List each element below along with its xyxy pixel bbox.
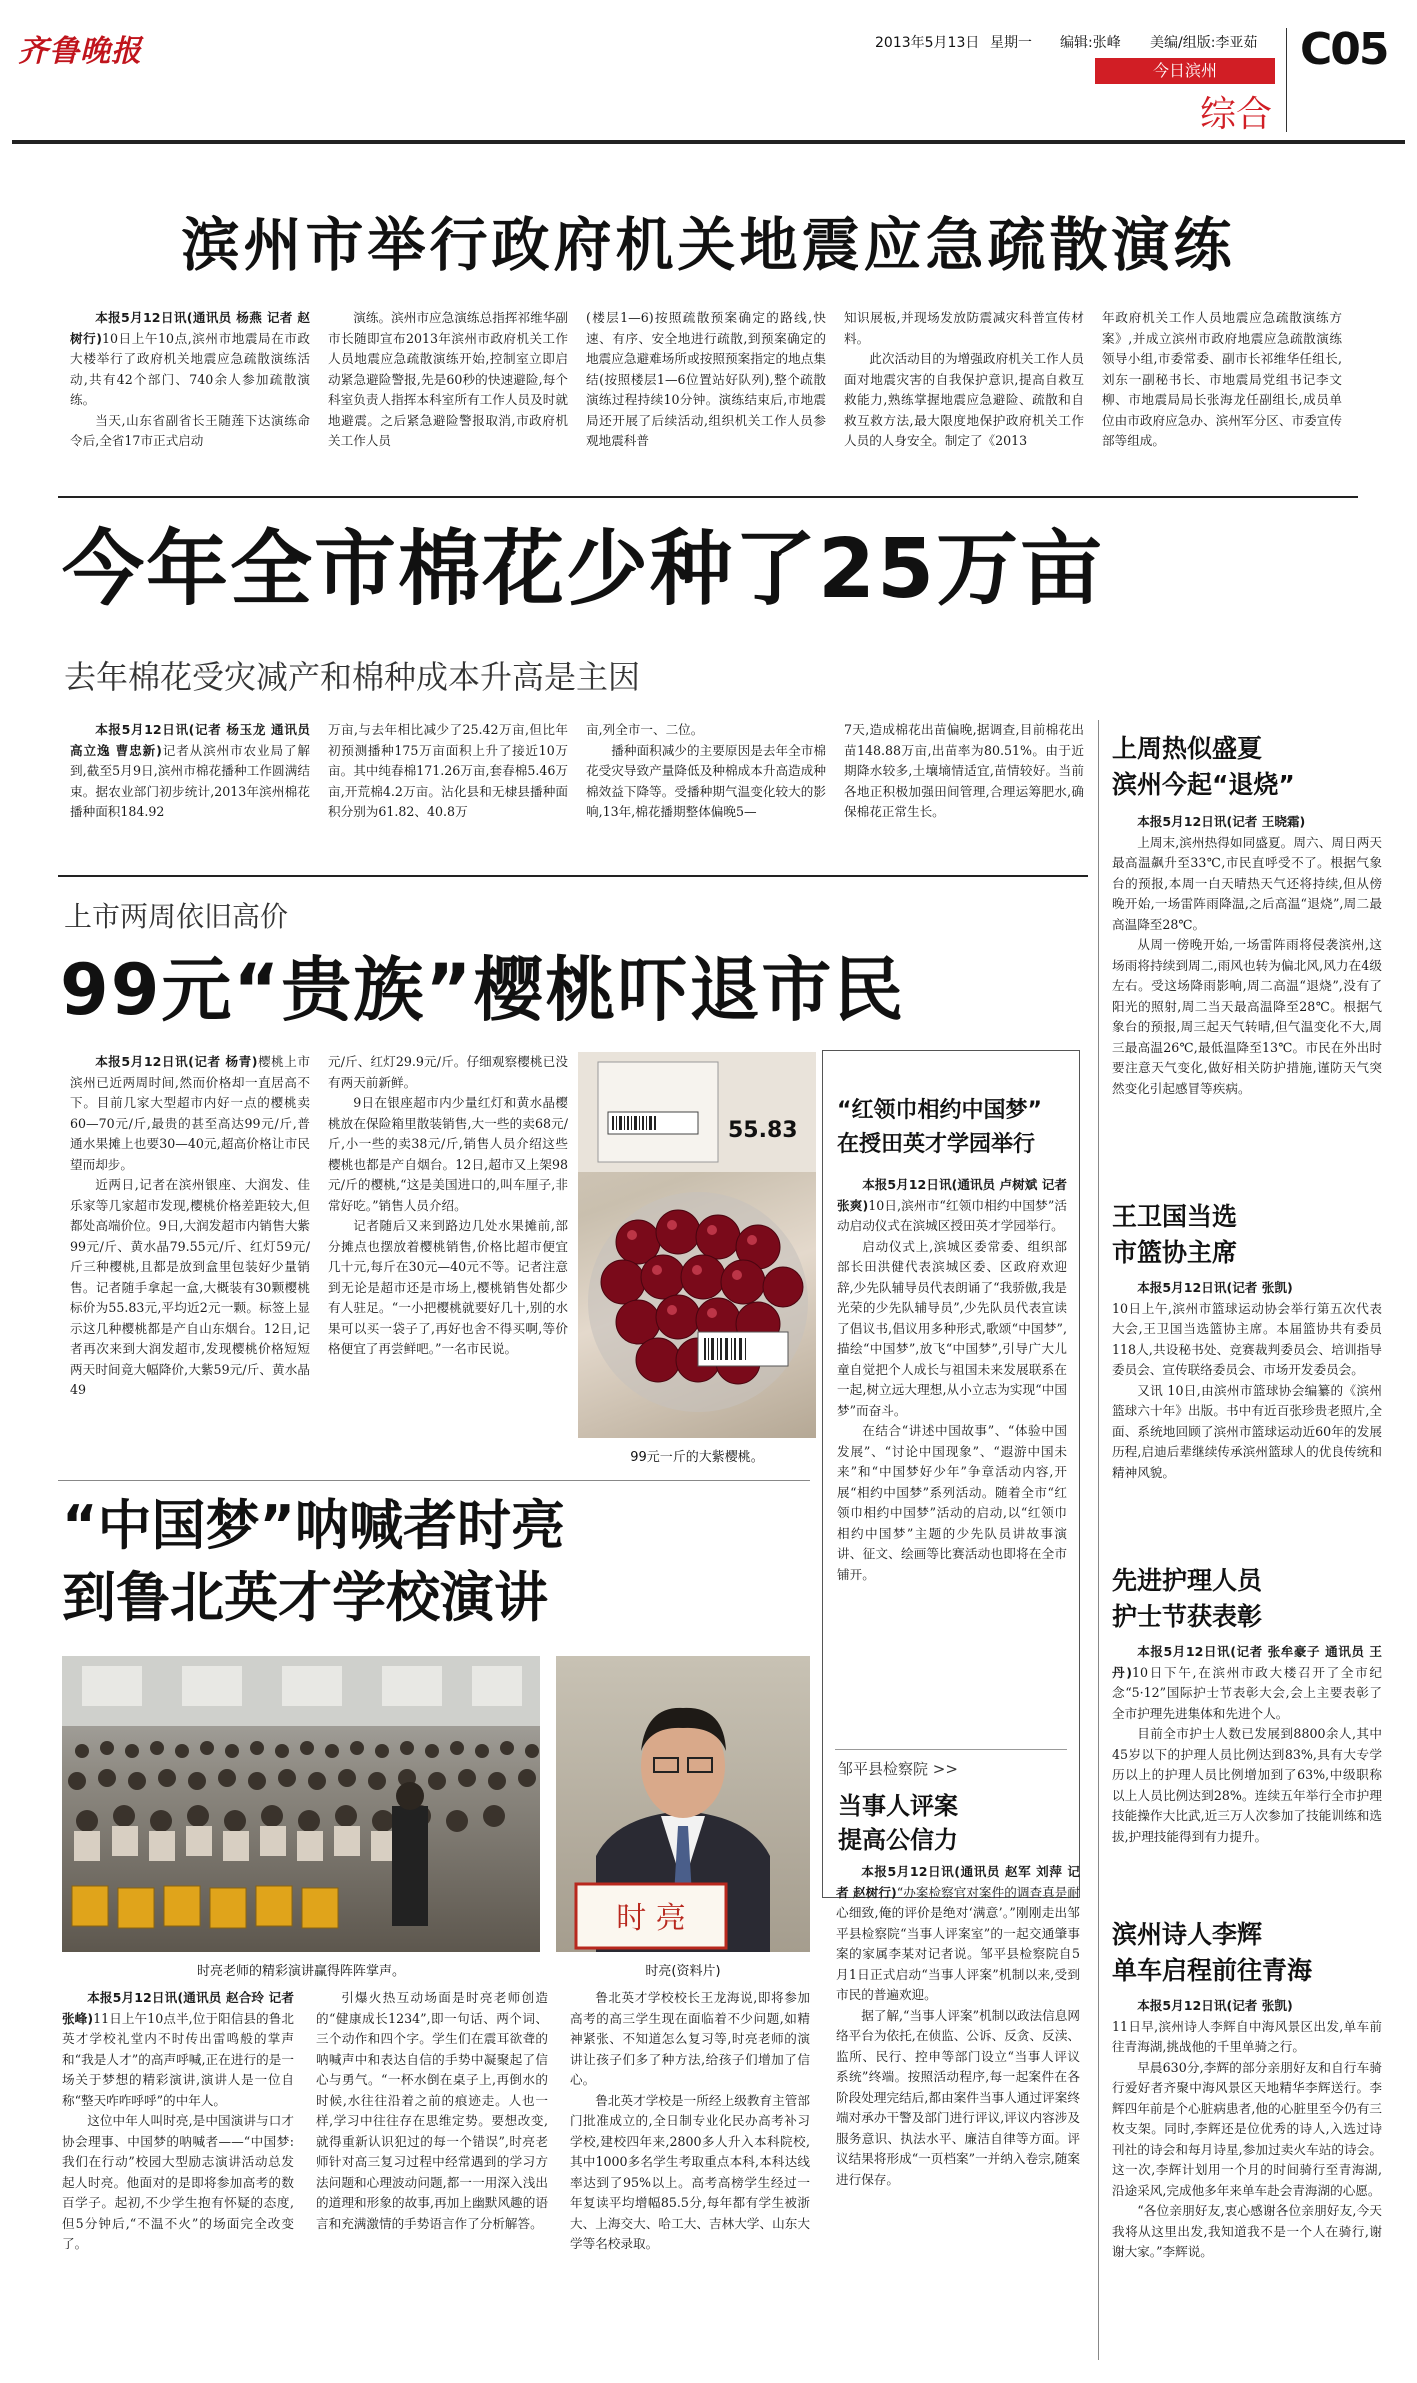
side-headline: 滨州诗人李辉: [1112, 1920, 1263, 1949]
masthead-designer: 美编/组版:李亚茹: [1150, 35, 1258, 51]
masthead-rule: [12, 140, 1405, 144]
article-column: 本报5月12日讯(记者 杨玉龙 通讯员 高立逸 曹忠新)记者从滨州市农业局了解到,截至5月9日,滨州市棉花播种工作圆满结束。据农业部门初步统计,2013年滨州棉花播种面积184.92: [70, 722, 310, 819]
article-column: 知识展板,并现场发放防震减灾科普宣传材料。 此次活动目的为增强政府机关工作人员面对地震灾害的自我保护意识,提高自救互救能力,熟练掌握地震应急避险、疏散和自救互救方法,最大限度地保护政府机关工作人员的人身安全。制定了《2013: [844, 310, 1084, 448]
side-headline: 市篮协主席: [1112, 1238, 1238, 1267]
kicker: 上市两周依旧高价: [64, 900, 289, 933]
page-number: C05: [1300, 24, 1388, 75]
photo-caption: 时亮老师的精彩演讲赢得阵阵掌声。: [196, 1964, 405, 1979]
side-article-body: 本报5月12日讯(记者 张凯) 10日上午,滨州市篮球运动协会举行第五次代表大会,王卫国当选篮协主席。本届篮协共有委员118人,共设秘书处、竞赛裁判委员会、培训指导委员会、宣传联络委员会、市场开发委员会。 又讯 10日,由滨州市篮球协会编纂的《滨州篮球六十年》出版。书中有近百张珍贵老照片,全面、系统地回顾了滨州市篮球运动近60年的发展历程,启迪后辈继续传承滨州篮球人的优良传统和精神风貌。: [1112, 1280, 1382, 1480]
section-rule: [58, 496, 1358, 498]
headline: 到鲁北英才学校演讲: [62, 1566, 548, 1629]
kicker: 邹平县检察院 >>: [838, 1760, 958, 1778]
side-headline: 护士节获表彰: [1112, 1602, 1263, 1631]
newspaper-logo: 齐鲁晚报: [18, 34, 142, 69]
column-divider: [1098, 720, 1099, 2360]
box-title: “红领巾相约中国梦”: [837, 1098, 1042, 1123]
side-headline: 王卫国当选: [1112, 1202, 1238, 1231]
speaker-illustration: [556, 1656, 810, 1952]
cherry-illustration: [578, 1052, 816, 1438]
article-column: 本报5月12日讯(通讯员 杨燕 记者 赵树行)10日上午10点,滨州市地震局在市政大楼举行了政府机关地震应急疏散演练活动,共有42个部门、740余人参加疏散演练。 当天,山东省副省长王随莲下达演练命令后,全省17市正式启动: [70, 310, 310, 448]
article-column: 本报5月12日讯(通讯员 赵军 刘萍 记者 赵树行)“办案检察官对案件的调查真是耐心细致,俺的评价是绝对‘满意’。”刚刚走出邹平县检察院“当事人评案室”的一起交通肇事案的家属李某对记者说。邹平县检察院自5月1日正式启动“当事人评案”机制以来,受到市民的普遍欢迎。 据了解,“当事人评案”机制以政法信息网络平台为依托,在侦监、公诉、反贪、反渎、监所、民行、控申等部门设立“当事人评议系统”终端。按照活动程序,每一起案件在各阶段处理完结后,都由案件当事人通过评案终端对承办干警及部门进行评议,评议内容涉及服务意识、执法水平、廉洁自律等方面。评议结果将形成“一页档案”一并纳入卷宗,随案进行保存。: [836, 1864, 1080, 2187]
article-column: 7天,造成棉花出苗偏晚,据调查,目前棉花出苗148.88万亩,出苗率为80.51%。由于近期降水较多,土壤墒情适宜,苗情较好。当前各地正积极加强田间管理,合理运筹肥水,确保棉花正常生长。: [844, 722, 1084, 819]
headline: 滨州市举行政府机关地震应急疏散演练: [181, 211, 1236, 279]
masthead-date: 2013年5月13日: [875, 35, 980, 51]
side-headline: 上周热似盛夏: [1112, 734, 1263, 763]
headline: 今年全市棉花少种了25万亩: [62, 522, 1105, 617]
side-article-body: 本报5月12日讯(记者 王晓霜) 上周末,滨州热得如同盛夏。周六、周日两天最高温飙升至33℃,市民直呼受不了。根据气象台的预报,本周一白天晴热天气还将持续,但从傍晚开始,一场雷阵雨降温,之后高温“退烧”,周二最高温降至28℃。 从周一傍晚开始,一场雷阵雨将侵袭滨州,这场雨将持续到周二,雨风也转为偏北风,风力在4级左右。受这场降雨影响,周二高温“退烧”,没有了阳光的照射,周二当天最高温降至28℃。根据气象台的预报,周三起天气转晴,但气温变化不大,周三最高温26℃,最低温降至13℃。市民在外出时要注意天气变化,做好相关防护措施,谨防天气突然变化引起感冒等疾病。: [1112, 814, 1382, 1096]
headline: 当事人评案: [838, 1792, 958, 1820]
masthead-weekday: 星期一: [990, 35, 1032, 51]
article-column: 万亩,与去年相比减少了25.42万亩,但比年初预测播种175万亩面积上升了接近10万亩。其中纯春棉171.26万亩,套春棉5.46万亩,开荒棉4.2万亩。沾化县和无棣县播种面积分别为61.82、40.8万: [328, 722, 568, 819]
price-label: 55.83: [728, 1118, 798, 1143]
photo-caption: 99元一斤的大紫樱桃。: [630, 1450, 764, 1465]
article-column: 演练。滨州市应急演练总指挥祁维华副市长随即宣布2013年滨州市政府机关工作人员地震应急疏散演练开始,控制室立即启动紧急避险警报,先是60秒的快速避险,每个科室负责人指挥本科室所有工作人员及时就地避震。之后紧急避险警报取消,市政府机关工作人员: [328, 310, 568, 448]
article-column: 亩,列全市一、二位。 播种面积减少的主要原因是去年全市棉花受灾导致产量降低及种棉成本升高造成种棉效益下降等。受播种期气温变化较大的影响,13年,棉花播期整体偏晚5—: [586, 722, 826, 819]
section-name: 综合: [1200, 94, 1273, 135]
nameplate-text: 时 亮: [616, 1901, 686, 1936]
article-column: 元/斤、红灯29.9元/斤。仔细观察樱桃已没有两天前新鲜。 9日在银座超市内少量红灯和黄水晶樱桃放在保险箱里散装销售,大一些的卖68元/斤,小一些的卖38元/斤,销售人员介绍这些樱桃也都是产自烟台。12日,超市又上架98元/斤的樱桃,“这是美国进口的,叫车厘子,非常好吃。”销售人员介绍。 记者随后又来到路边几处水果摊前,部分摊点也摆放着樱桃销售,价格比超市便宜几十元,每斤在30元—40元不等。记者注意到无论是超市还是市场上,樱桃销售处都少有人驻足。“一小把樱桃就要好几十,别的水果可以买一袋子了,再好也舍不得买啊,等价格便宜了再尝鲜吧。”一名市民说。: [328, 1054, 568, 1356]
subheadline: 去年棉花受灾减产和棉种成本升高是主因: [64, 658, 641, 696]
section-rule: [58, 1480, 810, 1481]
headline: “中国梦”呐喊者时亮: [62, 1494, 565, 1557]
article-column: 本报5月12日讯(记者 杨青)樱桃上市滨州已近两周时间,然而价格却一直居高不下。目前几家大型超市内好一点的樱桃卖60—70元/斤,最贵的甚至高达99元/斤,普通水果摊上也要30—40元,超高价格让市民望而却步。 近两日,记者在滨州银座、大润发、佳乐家等几家超市发现,樱桃价格差距较大,但都处高端价位。9日,大润发超市内销售大紫99元/斤、黄水晶79.55元/斤、红灯59元/斤三种樱桃,且都是放到盒里包装好少量销售。记者随手拿起一盒,大概装有30颗樱桃标价为55.83元,平均近2元一颗。标签上显示这几种樱桃都是产自山东烟台。12日,记者再次来到大润发超市,发现樱桃价格短短两天时间竟大幅降价,大紫59元/斤、黄水晶49: [70, 1054, 310, 1397]
article-column: 年政府机关工作人员地震应急疏散演练方案》,并成立滨州市政府地震应急疏散演练领导小组,市委常委、副市长祁维华任组长,刘东一副秘书长、市地震局党组书记李文柳、市地震局局长张海龙任副组长,成员单位由市政府应急办、滨州军分区、市委宣传部等组成。: [1102, 310, 1342, 448]
headline: 提高公信力: [838, 1826, 958, 1854]
box-title: 在授田英才学园举行: [837, 1132, 1036, 1157]
section-tag: 今日滨州: [1095, 58, 1275, 84]
side-headline: 单车启程前往青海: [1112, 1956, 1313, 1985]
masthead-editor: 编辑:张峰: [1060, 35, 1121, 51]
article-column: 本报5月12日讯(通讯员 赵合玲 记者 张峰)11日上午10点半,位于阳信县的鲁北英才学校礼堂内不时传出雷鸣般的掌声和“我是人才”的高声呼喊,正在进行的是一场关于梦想的精彩演讲,演讲人是一位自称“整天咋咋呼呼”的中年人。 这位中年人叫时亮,是中国演讲与口才协会理事、中国梦的呐喊者——“中国梦:我们在行动”校园大型励志演讲活动总发起人时亮。他面对的是即将参加高考的数百学子。起初,不少学生抱有怀疑的态度,但5分钟后,“不温不火”的场面完全改变了。: [62, 1990, 294, 2251]
page-divider-line: [1286, 28, 1287, 132]
side-headline: 先进护理人员: [1112, 1566, 1263, 1595]
article-column: 鲁北英才学校校长王龙海说,即将参加高考的高三学生现在面临着不少问题,如精神紧张、不知道怎么复习等,时亮老师的演讲让孩子们多了种方法,给孩子们增加了信心。 鲁北英才学校是一所经上级教育主管部门批准成立的,全日制专业化民办高考补习学校,建校四年来,2800多人升入本科院校,其中1000多名学生考取重点本科,本科达线率达到了95%以上。高考高榜学生经过一年复读平均增幅85.5分,每年都有学生被浙大、上海交大、哈工大、吉林大学、山东大学等名校录取。: [570, 1990, 810, 2251]
cherry-photo: [578, 1052, 816, 1438]
speaker-portrait-photo: [556, 1656, 810, 1952]
headline: 99元“贵族”樱桃吓退市民: [60, 949, 906, 1031]
photo-caption: 时亮(资料片): [645, 1964, 721, 1979]
side-article-body: 本报5月12日讯(记者 张牟豪子 通讯员 王丹)10日下午,在滨州市政大楼召开了全市纪念“5·12”国际护士节表彰大会,会上主要表彰了全市护理先进集体和先进个人。 目前全市护士人数已发展到8800余人,其中45岁以下的护理人员比例达到83%,具有大专学历以上的护理人员比例增加到了63%,中级职称以上人员比例达到28%。连续五年举行全市护理技能操作大比武,近三万人次参加了技能训练和选拔,护理技能得到有力提升。: [1112, 1644, 1382, 1844]
article-column: 引爆火热互动场面是时亮老师创造的“健康成长1234”,即一句话、两个词、三个动作和四个字。学生们在震耳欲聋的呐喊声中和表达自信的手势中凝聚起了信心与勇气。“一杯水倒在桌子上,再倒水的时候,水往往沿着之前的痕迹走。人也一样,学习中往往存在思维定势。要想改变,就得重新认识犯过的每一个错误”,时亮老师针对高三复习过程中经常遇到的学习方法问题和心理波动问题,都一一用深入浅出的道理和形象的故事,再加上幽默风趣的语言和充满激情的手势语言作了分析解答。: [316, 1990, 548, 2231]
lecture-hall-photo: [62, 1656, 540, 1952]
side-headline: 滨州今起“退烧”: [1112, 770, 1295, 799]
audience-illustration: [62, 1656, 540, 1952]
box-body: 本报5月12日讯(通讯员 卢树斌 记者 张爽)10日,滨州市“红领巾相约中国梦”活动启动仪式在滨城区授田英才学园举行。 启动仪式上,滨城区委常委、组织部部长田洪健代表滨城区委、区政府欢迎辞,少先队辅导员代表朗诵了“我骄傲,我是光荣的少先队辅导员”,少先队员代表宣读了倡议书,倡议用多种形式,歌颂“中国梦”,描绘“中国梦”,放飞“中国梦”,引导广大儿童自觉把个人成长与祖国未来发展联系在一起,树立远大理想,从小立志为实现“中国梦”而奋斗。 在结合“讲述中国故事”、“体验中国发展”、“讨论中国现象”、“遐游中国未来”和“中国梦好少年”争章活动内容,开展“相约中国梦”系列活动。随着全市“红领巾相约中国梦”活动的启动,以“红领巾相约中国梦”主题的少先队员讲故事演讲、征文、绘画等比赛活动也即将在全市铺开。: [837, 1177, 1067, 1582]
section-rule: [58, 875, 1088, 877]
box-rule: [835, 1749, 1067, 1750]
side-article-body: 本报5月12日讯(记者 张凯) 11日早,滨州诗人李辉自中海风景区出发,单车前往青海湖,挑战他的千里单骑之行。 早晨630分,李辉的部分亲朋好友和自行车骑行爱好者齐聚中海风景区天地精华李辉送行。李辉四年前是个心脏病患者,他的心脏里至今仍有三枚支架。同时,李辉还是位优秀的诗人,入选过诗刊社的诗会和每月诗星,参加过卖火车站的诗会。这一次,李辉计划用一个月的时间骑行至青海湖,沿途采风,完成他多年来单车赴会青海湖的心愿。 “各位亲朋好友,衷心感谢各位亲朋好友,今天我将从这里出发,我知道我不是一个人在骑行,谢谢大家。”李辉说。: [1112, 1998, 1382, 2259]
article-column: (楼层1—6)按照疏散预案确定的路线,快速、有序、安全地进行疏散,到预案确定的地震应急避难场所或按照预案指定的地点集结(按照楼层1—6位置站好队列),整个疏散演练过程持续10分钟。演练结束后,市地震局还开展了后续活动,组织机关工作人员参观地震科普: [586, 310, 826, 448]
